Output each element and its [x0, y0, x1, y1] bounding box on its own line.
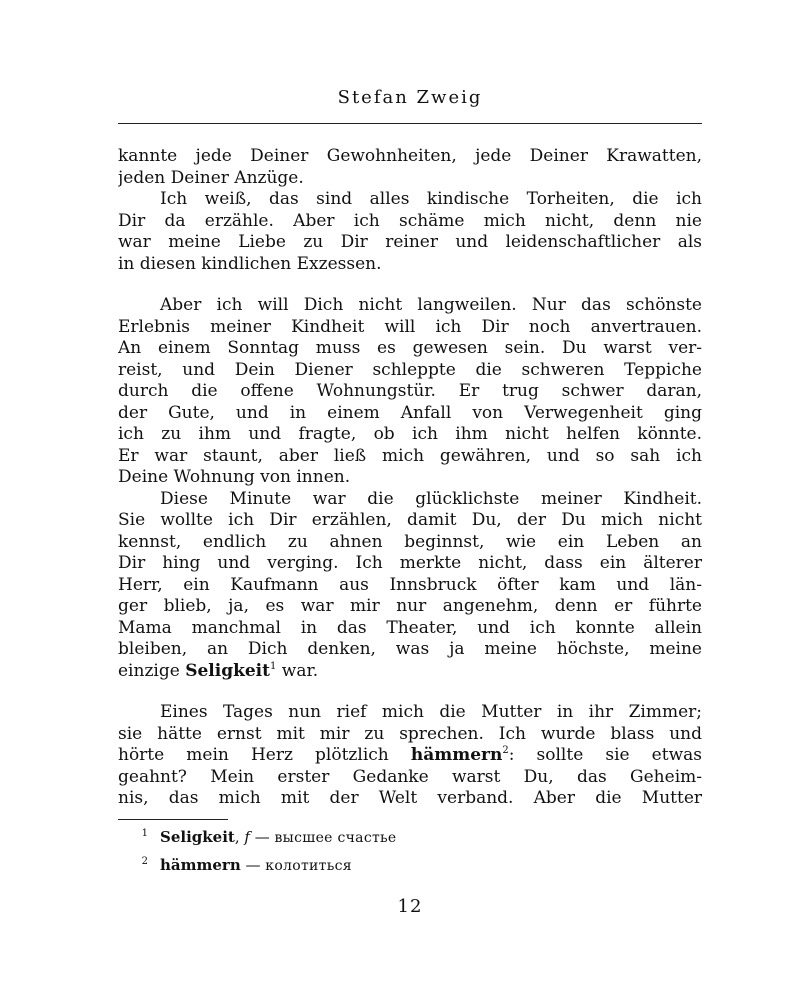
text-line: Dir hing und verging. Ich merkte nicht, dass ein älterer — [118, 553, 702, 573]
footnote-number: 2 — [141, 856, 148, 867]
text-line: der Gute, und in einem Anfall von Verwegenheit ging — [118, 402, 702, 423]
paragraph — [118, 146, 702, 189]
footnote-dash: — — [240, 856, 266, 874]
footnotes — [118, 824, 702, 880]
text-line: Dir da erzähle. Aber ich schäme mich nicht, denn nie — [118, 210, 702, 231]
text-line: Sie wollte ich Dir erzählen, damit Du, der Du mich nicht — [118, 510, 702, 530]
text-line: Eines Tages nun rief mich die Mutter in ihr Zimmer; — [160, 702, 702, 722]
text-line — [118, 745, 702, 767]
text-line: kannte jede Deiner Gewohnheiten, jede Deiner Krawatten, — [118, 146, 702, 166]
paragraph-gap — [118, 275, 702, 295]
text-line: durch die offene Wohnungstür. Er trug schwer daran, — [118, 381, 702, 401]
text-line: jeden Deiner Anzüge. — [118, 167, 304, 188]
text-fragment: : sollte sie etwas — [508, 745, 702, 765]
footnote-definition: высшее счастье — [274, 830, 397, 846]
text-line: Herr, ein Kaufmann aus Innsbruck öfter kam und län- — [118, 574, 702, 595]
footnote-grammar: , — [234, 828, 245, 846]
footnote-2 — [118, 852, 702, 880]
paragraph — [118, 295, 702, 489]
text-line: Aber ich will Dich nicht langweilen. Nur das schönste — [160, 295, 702, 315]
header-rule — [118, 123, 702, 124]
text-line: Ich weiß, das sind alles kindische Torheiten, die ich — [160, 189, 702, 209]
paragraph-gap — [118, 682, 702, 702]
glossary-term-seligkeit: Seligkeit — [185, 660, 270, 681]
footnote-dash: — — [249, 828, 275, 846]
text-line: Er war staunt, aber ließ mich gewähren, und so sah ich — [118, 445, 702, 466]
text-line: war meine Liebe zu Dir reiner und leidenschaftlicher als — [118, 232, 702, 252]
footnote-rule — [118, 819, 228, 820]
text-line: geahnt? Mein erster Gedanke warst Du, das Geheim- — [118, 766, 702, 787]
footnote-number: 1 — [141, 828, 148, 839]
text-line: reist, und Dein Diener schleppte die schweren Teppiche — [118, 359, 702, 380]
text-line: in diesen kindlichen Exzessen. — [118, 253, 382, 274]
text-line: nis, das mich mit der Welt verband. Aber die Mutter — [118, 788, 702, 808]
footnote-1 — [118, 824, 702, 852]
glossary-term-haemmern: hämmern — [410, 745, 503, 765]
text-line: Diese Minute war die glücklichste meiner Kindheit. — [160, 488, 702, 509]
running-header-author: Stefan Zweig — [337, 87, 483, 108]
footnote-gender: f — [244, 828, 250, 846]
text-fragment: einzige — [118, 660, 186, 681]
text-line: bleiben, an Dich denken, was ja meine höchste, meine — [118, 639, 702, 659]
text-line: Erlebnis meiner Kindheit will ich Dir noch anvertrauen. — [118, 316, 702, 337]
footnote-definition: колотиться — [265, 858, 352, 874]
text-line: An einem Sonntag muss es gewesen sein. Du warst ver- — [118, 338, 702, 358]
text-line — [118, 661, 702, 683]
text-line: Deine Wohnung von innen. — [118, 467, 351, 487]
paragraph — [118, 189, 702, 275]
text-fragment: war. — [276, 660, 319, 681]
paragraph — [118, 702, 702, 810]
text-line: ger blieb, ja, es war mir nur angenehm, denn er führte — [118, 596, 702, 616]
body-text — [118, 146, 702, 810]
text-line: ich zu ihm und fragte, ob ich ihm nicht helfen könnte. — [118, 424, 702, 444]
text-fragment: hörte mein Herz plötzlich — [118, 745, 411, 765]
paragraph — [118, 489, 702, 683]
footnote-term: Seligkeit — [160, 828, 235, 846]
text-line: Mama manchmal in das Theater, und ich konnte allein — [118, 617, 702, 638]
page-number: 12 — [397, 896, 423, 917]
footnote-marker-1[interactable]: 1 — [270, 660, 277, 672]
footnote-term: hämmern — [160, 856, 241, 874]
footnote-marker-2[interactable]: 2 — [502, 745, 509, 756]
text-line: sie hätte ernst mit mir zu sprechen. Ich wurde blass und — [118, 723, 702, 744]
text-line: kennst, endlich zu ahnen beginnst, wie ein Leben an — [118, 531, 702, 552]
